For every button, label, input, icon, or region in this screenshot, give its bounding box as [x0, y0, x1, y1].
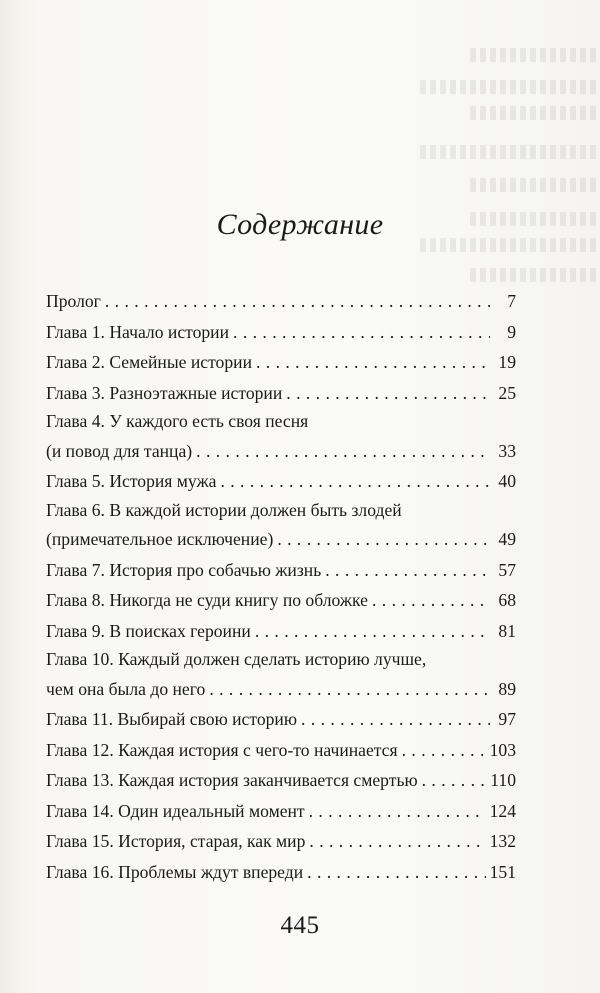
toc-entry-title: (примечательное исключение)	[46, 529, 274, 549]
toc-entry[interactable]	[46, 317, 516, 348]
bleed-through-text	[470, 48, 600, 62]
toc-entry[interactable]	[46, 585, 516, 616]
toc-entry-title: (и повод для танца)	[46, 440, 193, 461]
dot-leader	[325, 555, 490, 586]
toc-entry-title-first-line: Глава 6. В каждой истории должен быть злодей	[46, 499, 402, 520]
toc-entry-page-number: 110	[490, 770, 516, 790]
toc-entry-page-number: 40	[498, 471, 516, 491]
toc-entry-page-number: 89	[498, 678, 516, 699]
toc-entry-line	[46, 524, 516, 555]
toc-entry-line	[46, 436, 516, 467]
toc-entry[interactable]	[46, 408, 516, 466]
toc-entry[interactable]	[46, 796, 516, 827]
toc-entry-page-number: 49	[498, 529, 516, 549]
toc-entry-page-number: 132	[489, 831, 516, 851]
toc-entry-title: Глава 8. Никогда не суди книгу по обложке	[46, 590, 368, 610]
toc-entry-line	[46, 674, 516, 705]
toc-entry-line	[46, 616, 516, 647]
toc-entry-title: Глава 12. Каждая история с чего-то начинается	[46, 739, 398, 760]
toc-entry-title: Глава 2. Семейные истории	[46, 352, 252, 372]
toc-entry[interactable]	[46, 735, 516, 766]
dot-leader	[372, 585, 490, 616]
toc-entry[interactable]	[46, 378, 516, 409]
toc-entry-page-number: 151	[489, 861, 516, 882]
toc-entry-line	[46, 555, 516, 586]
toc-entry-title: Глава 9. В поисках героини	[46, 620, 251, 641]
toc-entry-title-first-line: Глава 4. У каждого есть своя песня	[46, 411, 309, 431]
dot-leader	[286, 378, 490, 409]
bleed-through-text	[470, 106, 600, 120]
dot-leader	[233, 317, 490, 348]
toc-entry-line	[46, 704, 516, 735]
dot-leader	[255, 616, 490, 647]
bleed-through-text	[470, 268, 600, 282]
toc-entry-page-number: 97	[498, 709, 516, 729]
toc-entry-title: Глава 15. История, старая, как мир	[46, 831, 306, 851]
toc-entry-title-first-line: Глава 10. Каждый должен сделать историю лучше,	[46, 649, 427, 669]
toc-entry[interactable]	[46, 857, 516, 888]
toc-entry-page-number: 103	[489, 739, 516, 760]
dot-leader	[402, 735, 486, 766]
bleed-through-text	[420, 80, 600, 94]
toc-entry-line	[46, 347, 516, 378]
dot-leader	[301, 704, 490, 735]
toc-entry-page-number: 19	[498, 352, 516, 372]
toc-entry-line	[46, 857, 516, 888]
toc-entry-line	[46, 378, 516, 409]
dot-leader	[307, 857, 485, 888]
page-title: Содержание	[216, 208, 384, 241]
toc-entry[interactable]	[46, 286, 516, 317]
dot-leader	[220, 466, 490, 497]
dot-leader	[422, 765, 487, 796]
toc-entry-title: Глава 1. Начало истории	[46, 321, 230, 342]
toc-entry-title: Пролог	[46, 291, 101, 311]
toc-entry-line	[46, 765, 516, 796]
dot-leader	[256, 347, 490, 378]
bleed-through-text	[420, 145, 600, 159]
table-of-contents	[46, 286, 516, 887]
toc-entry-title: Глава 7. История про собачью жизнь	[46, 559, 322, 580]
toc-entry[interactable]	[46, 347, 516, 378]
toc-entry-page-number: 25	[498, 382, 516, 403]
toc-entry[interactable]	[46, 704, 516, 735]
dot-leader	[309, 826, 485, 857]
toc-entry-line	[46, 796, 516, 827]
toc-entry[interactable]	[46, 826, 516, 857]
toc-entry-page-number: 57	[498, 559, 516, 580]
toc-entry-title: Глава 16. Проблемы ждут впереди	[46, 861, 304, 882]
toc-entry[interactable]	[46, 497, 516, 555]
toc-entry-page-number: 81	[498, 620, 516, 641]
page-number: 445	[280, 912, 320, 939]
toc-entry-page-number: 33	[498, 440, 516, 461]
toc-entry-page-number: 124	[489, 800, 516, 821]
toc-entry-page-number: 9	[507, 321, 516, 342]
toc-entry-line	[46, 466, 516, 497]
toc-entry-line	[46, 286, 516, 317]
toc-entry-title: Глава 14. Один идеальный момент	[46, 800, 305, 821]
dot-leader	[309, 796, 486, 827]
toc-entry-line	[46, 585, 516, 616]
dot-leader	[196, 436, 490, 467]
dot-leader	[277, 524, 490, 555]
toc-entry-title: Глава 11. Выбирай свою историю	[46, 709, 297, 729]
toc-entry[interactable]	[46, 555, 516, 586]
toc-entry-page-number: 68	[498, 590, 516, 610]
toc-entry-page-number: 7	[507, 291, 516, 311]
toc-entry[interactable]	[46, 616, 516, 647]
toc-entry[interactable]	[46, 765, 516, 796]
toc-entry[interactable]	[46, 466, 516, 497]
toc-entry-line	[46, 826, 516, 857]
toc-entry-title: чем она была до него	[46, 678, 206, 699]
toc-entry-title: Глава 3. Разноэтажные истории	[46, 382, 283, 403]
toc-entry-title: Глава 5. История мужа	[46, 471, 217, 491]
dot-leader	[105, 286, 490, 317]
toc-entry-title: Глава 13. Каждая история заканчивается смертью	[46, 770, 418, 790]
dot-leader	[209, 674, 490, 705]
toc-entry-line	[46, 735, 516, 766]
toc-entry[interactable]	[46, 646, 516, 704]
bleed-through-text	[470, 178, 600, 192]
toc-entry-line	[46, 317, 516, 348]
